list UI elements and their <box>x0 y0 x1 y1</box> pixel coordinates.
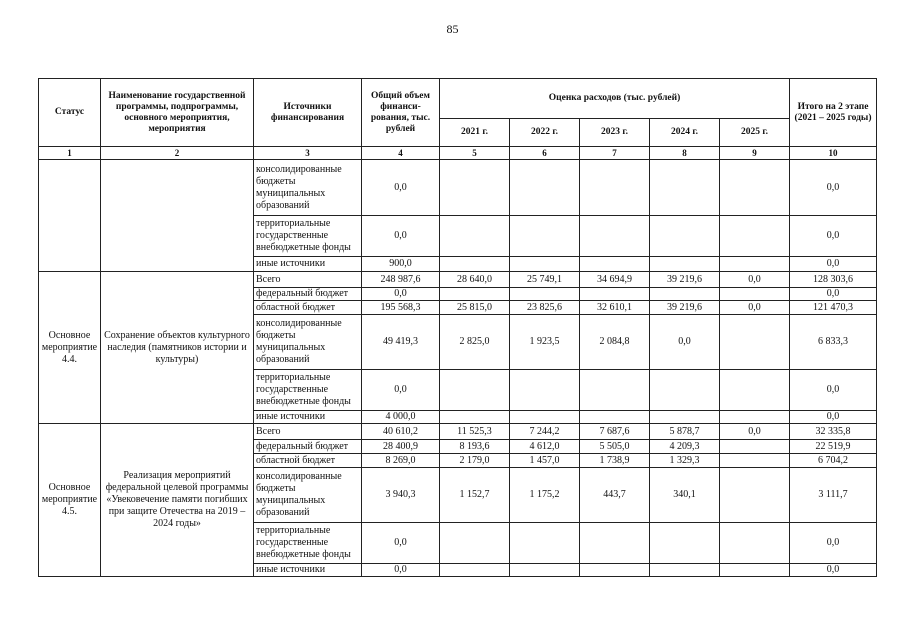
table-row <box>39 272 877 288</box>
status-cell <box>39 160 101 272</box>
source-cell: иные источники <box>254 411 362 424</box>
column-index: 3 <box>254 147 362 160</box>
source-cell: областной бюджет <box>254 454 362 468</box>
stage-total-cell: 0,0 <box>790 564 877 577</box>
header-year: 2022 г. <box>510 119 580 147</box>
stage-total-cell: 128 303,6 <box>790 272 877 288</box>
year-value-cell: 34 694,9 <box>580 272 650 288</box>
year-value-cell: 0,0 <box>720 301 790 315</box>
year-value-cell: 1 329,3 <box>650 454 720 468</box>
year-value-cell <box>650 288 720 301</box>
total-volume-cell: 28 400,9 <box>362 440 440 454</box>
year-value-cell <box>720 454 790 468</box>
year-value-cell <box>650 216 720 257</box>
source-cell: территориальные государственные внебюджетные фонды <box>254 216 362 257</box>
total-volume-cell: 900,0 <box>362 257 440 272</box>
program-name-cell: Реализация мероприятий федеральной целевой программы «Увековечение памяти погибших при защите Отечества на 2019 – 2024 годы» <box>101 424 254 577</box>
year-value-cell <box>580 523 650 564</box>
year-value-cell: 25 815,0 <box>440 301 510 315</box>
year-value-cell <box>720 315 790 370</box>
header-estimate: Оценка расходов (тыс. рублей) <box>440 79 790 119</box>
year-value-cell <box>720 468 790 523</box>
stage-total-cell: 6 704,2 <box>790 454 877 468</box>
source-cell: территориальные государственные внебюджетные фонды <box>254 523 362 564</box>
header-year: 2024 г. <box>650 119 720 147</box>
year-value-cell <box>440 257 510 272</box>
year-value-cell: 25 749,1 <box>510 272 580 288</box>
header-year: 2023 г. <box>580 119 650 147</box>
year-value-cell <box>440 523 510 564</box>
total-volume-cell: 8 269,0 <box>362 454 440 468</box>
column-index: 4 <box>362 147 440 160</box>
year-value-cell <box>720 288 790 301</box>
year-value-cell <box>720 160 790 216</box>
total-volume-cell: 0,0 <box>362 564 440 577</box>
total-volume-cell: 0,0 <box>362 160 440 216</box>
year-value-cell: 1 923,5 <box>510 315 580 370</box>
year-value-cell: 443,7 <box>580 468 650 523</box>
column-index: 10 <box>790 147 877 160</box>
year-value-cell <box>650 370 720 411</box>
year-value-cell: 0,0 <box>650 315 720 370</box>
stage-total-cell: 0,0 <box>790 370 877 411</box>
year-value-cell: 340,1 <box>650 468 720 523</box>
stage-total-cell: 0,0 <box>790 257 877 272</box>
stage-total-cell: 0,0 <box>790 216 877 257</box>
total-volume-cell: 0,0 <box>362 288 440 301</box>
year-value-cell <box>580 564 650 577</box>
year-value-cell <box>650 160 720 216</box>
year-value-cell <box>580 370 650 411</box>
total-volume-cell: 3 940,3 <box>362 468 440 523</box>
year-value-cell: 8 193,6 <box>440 440 510 454</box>
year-value-cell <box>440 216 510 257</box>
stage-total-cell: 0,0 <box>790 523 877 564</box>
source-cell: иные источники <box>254 564 362 577</box>
year-value-cell <box>580 216 650 257</box>
year-value-cell <box>720 370 790 411</box>
total-volume-cell: 0,0 <box>362 523 440 564</box>
year-value-cell <box>650 523 720 564</box>
year-value-cell: 1 152,7 <box>440 468 510 523</box>
year-value-cell <box>440 160 510 216</box>
year-value-cell <box>650 257 720 272</box>
header-year: 2021 г. <box>440 119 510 147</box>
column-index: 6 <box>510 147 580 160</box>
year-value-cell <box>510 160 580 216</box>
program-name-cell <box>101 160 254 272</box>
year-value-cell <box>650 411 720 424</box>
year-value-cell <box>510 564 580 577</box>
column-index-row <box>39 147 877 160</box>
header-sources: Источники финансирования <box>254 79 362 147</box>
status-cell: Основное мероприятие 4.4. <box>39 272 101 424</box>
year-value-cell: 1 457,0 <box>510 454 580 468</box>
column-index: 2 <box>101 147 254 160</box>
source-cell: консолидированные бюджеты муниципальных образований <box>254 468 362 523</box>
source-cell: территориальные государственные внебюджетные фонды <box>254 370 362 411</box>
year-value-cell: 23 825,6 <box>510 301 580 315</box>
year-value-cell: 4 209,3 <box>650 440 720 454</box>
year-value-cell <box>580 411 650 424</box>
year-value-cell: 2 825,0 <box>440 315 510 370</box>
source-cell: областной бюджет <box>254 301 362 315</box>
column-index: 1 <box>39 147 101 160</box>
source-cell: консолидированные бюджеты муниципальных образований <box>254 160 362 216</box>
page-number: 85 <box>446 22 459 36</box>
total-volume-cell: 4 000,0 <box>362 411 440 424</box>
header-year: 2025 г. <box>720 119 790 147</box>
year-value-cell: 28 640,0 <box>440 272 510 288</box>
year-value-cell <box>510 216 580 257</box>
source-cell: Всего <box>254 424 362 440</box>
year-value-cell <box>510 288 580 301</box>
year-value-cell <box>440 370 510 411</box>
year-value-cell <box>720 257 790 272</box>
year-value-cell: 32 610,1 <box>580 301 650 315</box>
stage-total-cell: 32 335,8 <box>790 424 877 440</box>
year-value-cell: 39 219,6 <box>650 301 720 315</box>
table-row <box>39 160 877 216</box>
stage-total-cell: 0,0 <box>790 160 877 216</box>
year-value-cell <box>580 288 650 301</box>
year-value-cell: 11 525,3 <box>440 424 510 440</box>
year-value-cell <box>720 216 790 257</box>
year-value-cell <box>440 411 510 424</box>
year-value-cell: 7 687,6 <box>580 424 650 440</box>
source-cell: иные источники <box>254 257 362 272</box>
stage-total-cell: 6 833,3 <box>790 315 877 370</box>
total-volume-cell: 248 987,6 <box>362 272 440 288</box>
year-value-cell: 4 612,0 <box>510 440 580 454</box>
year-value-cell <box>510 411 580 424</box>
total-volume-cell: 0,0 <box>362 216 440 257</box>
total-volume-cell: 0,0 <box>362 370 440 411</box>
year-value-cell: 5 878,7 <box>650 424 720 440</box>
source-cell: федеральный бюджет <box>254 288 362 301</box>
financing-table <box>38 78 877 577</box>
stage-total-cell: 0,0 <box>790 411 877 424</box>
source-cell: федеральный бюджет <box>254 440 362 454</box>
year-value-cell <box>720 440 790 454</box>
header-status: Статус <box>39 79 101 147</box>
program-name-cell: Сохранение объектов культурного наследия (памятников истории и культуры) <box>101 272 254 424</box>
year-value-cell <box>510 523 580 564</box>
year-value-cell: 0,0 <box>720 424 790 440</box>
source-cell: консолидированные бюджеты муниципальных образований <box>254 315 362 370</box>
header-total-volume: Общий объем финанси-рования, тыс. рублей <box>362 79 440 147</box>
header-stage-total: Итого на 2 этапе (2021 – 2025 годы) <box>790 79 877 147</box>
column-index: 5 <box>440 147 510 160</box>
year-value-cell: 39 219,6 <box>650 272 720 288</box>
status-cell: Основное мероприятие 4.5. <box>39 424 101 577</box>
year-value-cell <box>510 257 580 272</box>
year-value-cell <box>580 257 650 272</box>
year-value-cell: 0,0 <box>720 272 790 288</box>
column-index: 8 <box>650 147 720 160</box>
year-value-cell <box>580 160 650 216</box>
total-volume-cell: 40 610,2 <box>362 424 440 440</box>
header-name: Наименование государственной программы, подпрограммы, основного мероприятия, мероприятия <box>101 79 254 147</box>
year-value-cell <box>720 564 790 577</box>
column-index: 7 <box>580 147 650 160</box>
year-value-cell: 7 244,2 <box>510 424 580 440</box>
stage-total-cell: 121 470,3 <box>790 301 877 315</box>
source-cell: Всего <box>254 272 362 288</box>
year-value-cell <box>720 523 790 564</box>
table-row <box>39 424 877 440</box>
stage-total-cell: 3 111,7 <box>790 468 877 523</box>
total-volume-cell: 195 568,3 <box>362 301 440 315</box>
year-value-cell: 2 084,8 <box>580 315 650 370</box>
year-value-cell <box>440 288 510 301</box>
total-volume-cell: 49 419,3 <box>362 315 440 370</box>
year-value-cell: 1 175,2 <box>510 468 580 523</box>
year-value-cell: 2 179,0 <box>440 454 510 468</box>
column-index: 9 <box>720 147 790 160</box>
year-value-cell <box>720 411 790 424</box>
year-value-cell <box>510 370 580 411</box>
year-value-cell: 5 505,0 <box>580 440 650 454</box>
year-value-cell <box>650 564 720 577</box>
year-value-cell <box>440 564 510 577</box>
stage-total-cell: 0,0 <box>790 288 877 301</box>
stage-total-cell: 22 519,9 <box>790 440 877 454</box>
year-value-cell: 1 738,9 <box>580 454 650 468</box>
